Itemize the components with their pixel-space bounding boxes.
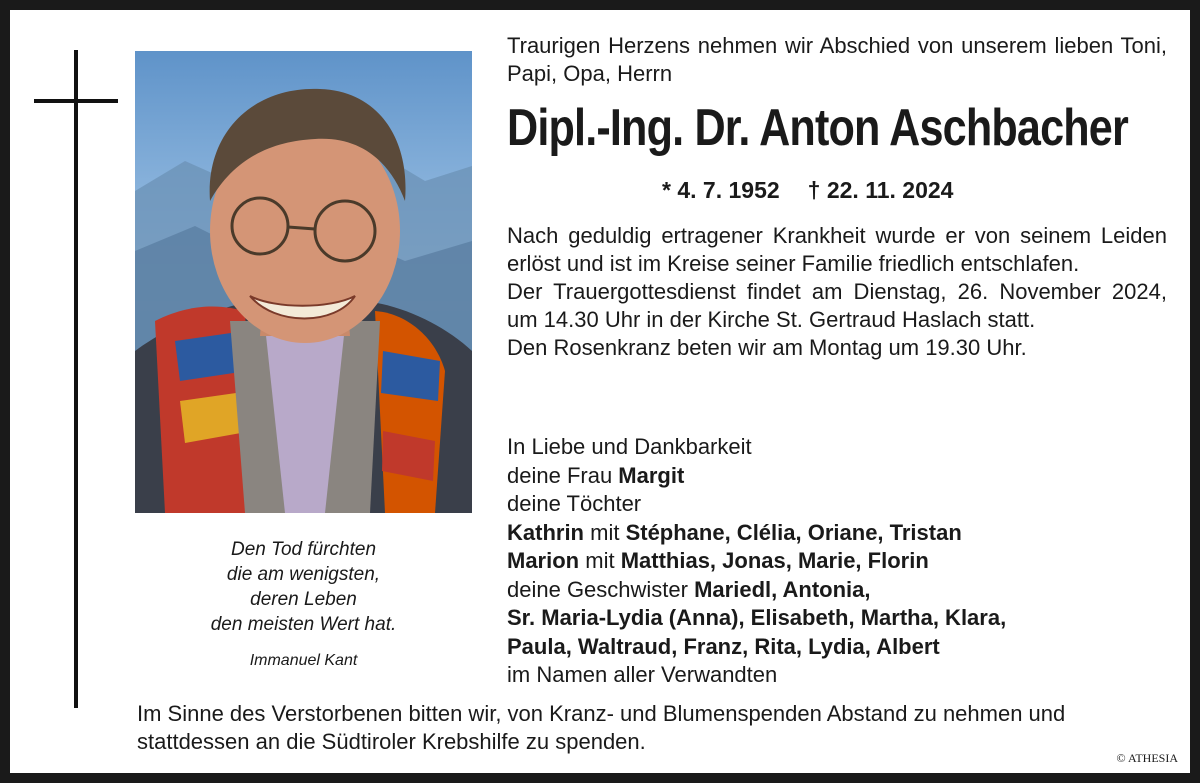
portrait-photo (135, 51, 472, 513)
family-line: im Namen aller Verwandten (507, 662, 778, 687)
wife-name: Margit (618, 462, 685, 488)
body-paragraph: Der Trauergottesdienst findet am Dienstag, 26. November 2024, um 14.30 Uhr in der Kirche St. Gertraud Haslach statt. (507, 279, 1167, 332)
intro-text: Traurigen Herzens nehmen wir Abschied von unserem lieben Toni, Papi, Opa, Herrn (507, 33, 1167, 86)
death-date: † 22. 11. 2024 (807, 177, 954, 203)
quote (135, 537, 472, 637)
copyright: © ATHESIA (1116, 751, 1178, 765)
family-list (507, 433, 1167, 690)
life-dates (662, 177, 1200, 204)
announcement-body (507, 222, 1167, 362)
family-line: deine Töchter (507, 491, 642, 516)
quote-line: die am wenigsten, (226, 564, 381, 585)
family-line: Kathrin mit Stéphane, Clélia, Oriane, Tristan (507, 519, 962, 545)
body-paragraph: Den Rosenkranz beten wir am Montag um 19.30 Uhr. (507, 335, 1027, 360)
family-line: In Liebe und Dankbarkeit (507, 434, 752, 459)
body-paragraph: Nach geduldig ertragener Krankheit wurde er von seinem Leiden erlöst und ist im Kreise seiner Familie friedlich entschlafen. (507, 223, 1167, 276)
family-line: deine Geschwister Mariedl, Antonia, (507, 576, 871, 602)
quote-line: deren Leben (250, 589, 357, 610)
quote-line: den meisten Wert hat. (210, 614, 397, 635)
family-line: deine Frau Margit (507, 462, 685, 488)
deceased-name: Dipl.-Ing. Dr. Anton Aschbacher (507, 99, 1128, 157)
cross-icon (74, 50, 78, 708)
quote-line: Den Tod fürchten (230, 539, 377, 560)
quote-author: Immanuel Kant (249, 652, 358, 669)
family-line: Paula, Waltraud, Franz, Rita, Lydia, Albert (507, 633, 940, 659)
donation-note: Im Sinne des Verstorbenen bitten wir, von Kranz- und Blumenspenden Abstand zu nehmen und stattdessen an die Südtiroler Krebshilfe zu spenden. (137, 701, 1066, 754)
family-line: Sr. Maria-Lydia (Anna), Elisabeth, Martha, Klara, (507, 605, 1007, 630)
cross-bar (34, 99, 118, 103)
obituary-card (10, 10, 1190, 773)
family-line: Marion mit Matthias, Jonas, Marie, Florin (507, 548, 929, 573)
birth-date: * 4. 7. 1952 (662, 177, 780, 203)
